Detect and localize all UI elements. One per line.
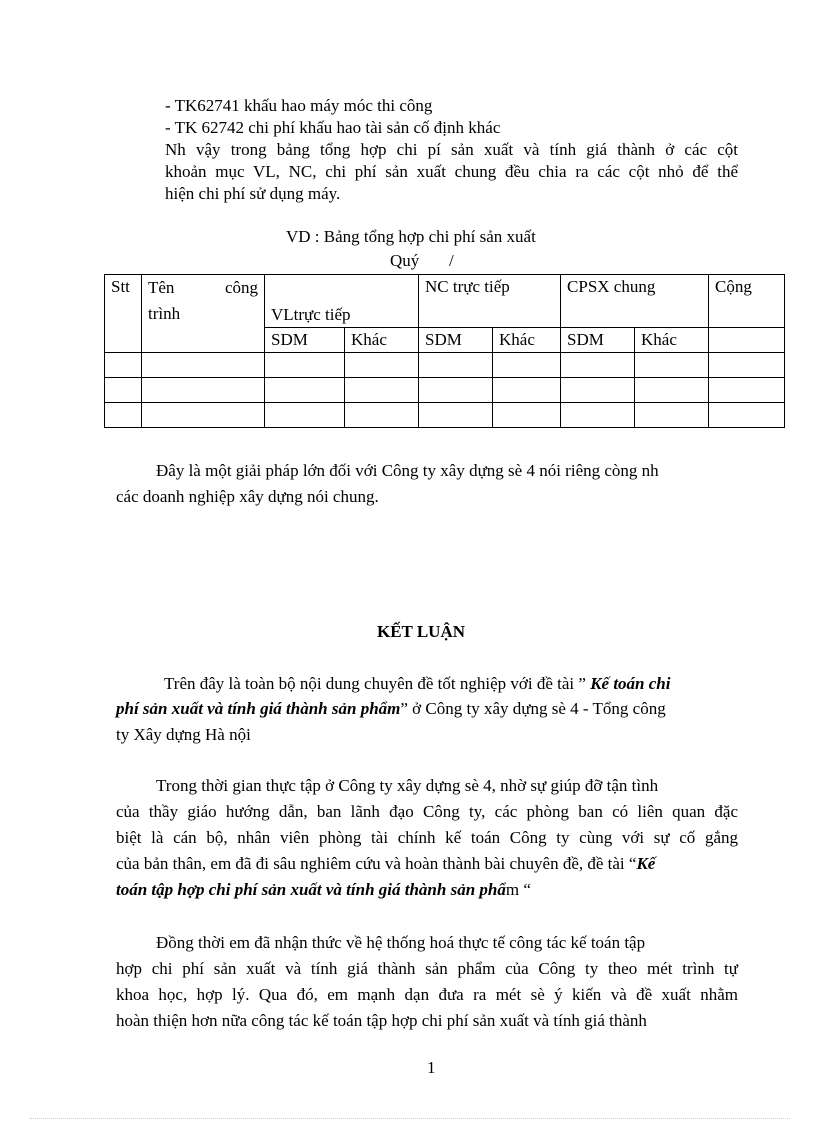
para3-line1-emph: Kế toán chi bbox=[590, 674, 671, 693]
para1-line1: Nh vậy trong bảng tổng hợp chi pí sản xuất và tính giá thành ở các cột bbox=[165, 140, 738, 159]
col-cong: Cộng bbox=[709, 275, 785, 328]
para1-line3: hiện chi phí sử dụng máy. bbox=[165, 184, 341, 203]
cong-word: công bbox=[224, 278, 258, 297]
table-row bbox=[105, 378, 785, 403]
col-ten-cong-trinh bbox=[142, 275, 265, 353]
trinh-word: trình bbox=[148, 304, 181, 323]
col-vl-truc-tiep: VLtrực tiếp bbox=[265, 275, 419, 328]
cpsx-khac: Khác bbox=[635, 328, 709, 353]
para5-line1: Đồng thời em đã nhận thức về hệ thống hoá thực tế công tác kế toán tập bbox=[156, 933, 646, 952]
para3-line2-text: ” ở Công ty xây dựng sè 4 - Tổng công bbox=[400, 699, 666, 718]
para5-line4: hoàn thiện hơn nữa công tác kế toán tập hợp chi phí sản xuất và tính giá thành bbox=[116, 1011, 647, 1030]
para3-line2-emph: phí sản xuất và tính giá thành sản phẩm bbox=[116, 699, 401, 718]
para4-line3: biệt là cán bộ, nhân viên phòng tài chính kế toán Công ty cùng với sự cố gắng bbox=[116, 828, 738, 847]
para5-line3: khoa học, hợp lý. Qua đó, em mạnh dạn đưa ra mét sè ý kiến và đề xuất nhằm bbox=[116, 985, 738, 1004]
para3-line1-text: Trên đây là toàn bộ nội dung chuyên đề tốt nghiệp với đề tài ” bbox=[164, 674, 586, 693]
table-header-row bbox=[105, 275, 785, 328]
para4-line1: Trong thời gian thực tập ở Công ty xây dựng sè 4, nhờ sự giúp đỡ tận tình bbox=[156, 776, 659, 795]
para2-line2: các doanh nghiệp xây dựng nói chung. bbox=[116, 487, 379, 506]
para4-line5-text: m “ bbox=[505, 880, 531, 899]
col-cpsx-chung: CPSX chung bbox=[561, 275, 709, 328]
col-nc-truc-tiep: NC trực tiếp bbox=[419, 275, 561, 328]
nc-khac: Khác bbox=[493, 328, 561, 353]
para2-line1: Đây là một giải pháp lớn đối với Công ty xây dựng sè 4 nói riêng còng nh bbox=[156, 461, 659, 480]
section-heading: KẾT LUẬN bbox=[377, 622, 466, 641]
para4-line4 bbox=[116, 852, 655, 876]
para1-line2: khoản mục VL, NC, chi phí sản xuất chung đều chia ra các cột nhỏ để thể bbox=[165, 162, 738, 181]
table-subtitle: Quý / bbox=[390, 251, 454, 270]
bullet-tk62742: - TK 62742 chi phí khấu hao tài sản cố định khác bbox=[165, 118, 501, 137]
col-stt: Stt bbox=[105, 275, 142, 353]
cost-summary-table bbox=[104, 274, 785, 428]
table-row bbox=[105, 403, 785, 428]
page-bottom-rule bbox=[30, 1118, 790, 1119]
table-row bbox=[105, 353, 785, 378]
para5-line2: hợp chi phí sản xuất và tính giá thành sản phẩm của Công ty theo mét trình tự bbox=[116, 959, 738, 978]
cpsx-sdm: SDM bbox=[561, 328, 635, 353]
para4-line5 bbox=[116, 878, 531, 902]
vl-khac: Khác bbox=[345, 328, 419, 353]
vl-sdm: SDM bbox=[265, 328, 345, 353]
bullet-tk62741: - TK62741 khấu hao máy móc thi công bbox=[165, 96, 433, 115]
para4-line2: của thầy giáo hướng dẫn, ban lãnh đạo Công ty, các phòng ban có liên quan đặc bbox=[116, 802, 738, 821]
page-number: 1 bbox=[427, 1058, 436, 1077]
table-title: VD : Bảng tổng hợp chi phí sản xuất bbox=[286, 227, 536, 246]
para3-line1 bbox=[164, 672, 671, 696]
para3-line3: ty Xây dựng Hà nội bbox=[116, 725, 251, 744]
para4-line5-emph: toán tập hợp chi phí sản xuất và tính giá thành sản phẩ bbox=[116, 880, 506, 899]
para4-line4-text: của bản thân, em đã đi sâu nghiêm cứu và hoàn thành bài chuyên đề, đề tài “ bbox=[116, 854, 637, 873]
nc-sdm: SDM bbox=[419, 328, 493, 353]
cong-blank bbox=[709, 328, 785, 353]
ten-word: Tên bbox=[148, 278, 175, 297]
para4-line4-emph: Kế bbox=[636, 854, 656, 873]
para3-line2 bbox=[116, 697, 666, 721]
